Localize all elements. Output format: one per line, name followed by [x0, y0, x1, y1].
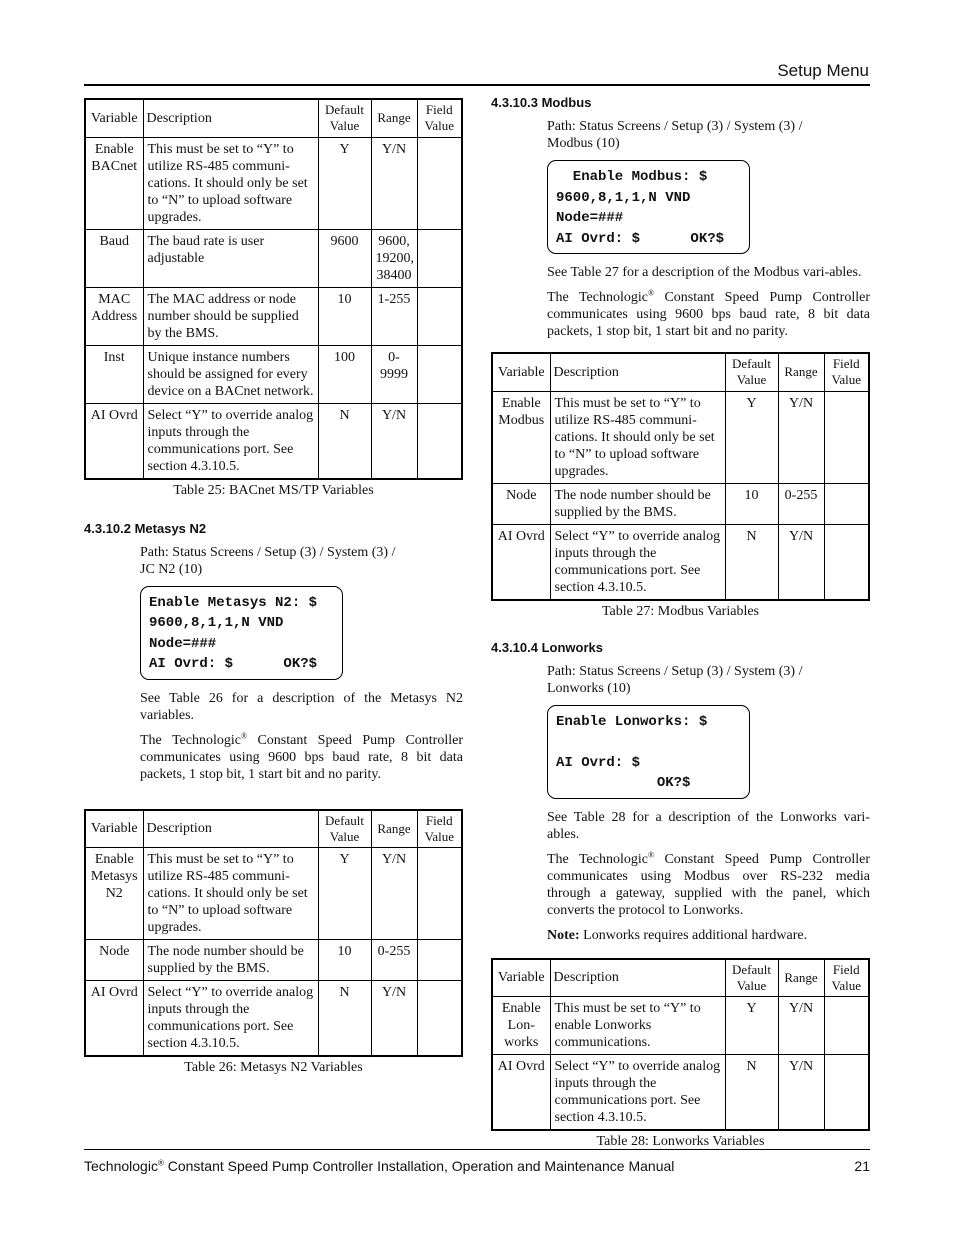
- cell-variable: AI Ovrd: [492, 524, 550, 600]
- section-heading-modbus: 4.3.10.3 Modbus: [491, 95, 592, 110]
- cell-description: This must be set to “Y” to enable Lonworks communications.: [550, 997, 725, 1055]
- cell-range: 0-255: [778, 483, 824, 524]
- cell-field: [417, 287, 462, 345]
- table-lonworks-variables: [491, 958, 870, 1132]
- cell-range: Y/N: [778, 997, 824, 1055]
- cell-range: Y/N: [371, 137, 417, 229]
- cell-range: Y/N: [778, 524, 824, 600]
- header-description: Description: [143, 99, 318, 137]
- cell-variable: AI Ovrd: [85, 981, 143, 1057]
- footer-rest: Constant Speed Pump Controller Installation, Operation and Maintenance Manual: [163, 1158, 675, 1174]
- cell-description: The baud rate is user adjustable: [143, 229, 318, 287]
- cell-description: This must be set to “Y” to utilize RS-485 communi-cations. It should only be set to “N” to upload software upgrades.: [143, 848, 318, 940]
- cell-range: 0-255: [371, 940, 417, 981]
- cell-variable: Enable BACnet: [85, 137, 143, 229]
- registered-mark: ®: [647, 288, 655, 298]
- lcd-line: 9600,8,1,1,N VND: [556, 189, 691, 206]
- header-variable: Variable: [492, 353, 550, 391]
- table-row: [85, 403, 462, 479]
- menu-path: Path: Status Screens / Setup (3) / System (3) / Modbus (10): [547, 119, 803, 151]
- cell-default: N: [318, 403, 371, 479]
- lcd-line: Enable Modbus: $: [556, 169, 708, 185]
- header-default: Default Value: [725, 959, 778, 997]
- cell-range: 1-255: [371, 287, 417, 345]
- header-variable: Variable: [492, 959, 550, 997]
- text-prefix: The Technologic: [140, 732, 241, 748]
- lcd-display: [140, 586, 343, 680]
- table-row: [85, 981, 462, 1057]
- cell-range: 9600, 19200, 38400: [371, 229, 417, 287]
- header-range: Range: [371, 99, 417, 137]
- cell-field: [417, 403, 462, 479]
- registered-mark: ®: [240, 730, 248, 740]
- cell-field: [417, 981, 462, 1057]
- cell-field: [824, 1055, 869, 1131]
- cell-field: [417, 137, 462, 229]
- table-row: [85, 848, 462, 940]
- cell-range: Y/N: [778, 1055, 824, 1131]
- table-row: [492, 1055, 869, 1131]
- header-description: Description: [550, 353, 725, 391]
- cell-default: Y: [725, 997, 778, 1055]
- lcd-display: [547, 160, 750, 254]
- cell-default: Y: [318, 848, 371, 940]
- paragraph-see-table: See Table 28 for a description of the Lonworks vari-ables.: [547, 809, 870, 842]
- cell-default: N: [725, 1055, 778, 1131]
- table-caption: Table 25: BACnet MS/TP Variables: [173, 482, 374, 498]
- table-row: [492, 997, 869, 1055]
- header-field: Field Value: [824, 353, 869, 391]
- header-variable: Variable: [85, 810, 143, 848]
- cell-variable: Node: [85, 940, 143, 981]
- menu-path: Path: Status Screens / Setup (3) / System (3) / JC N2 (10): [140, 544, 396, 577]
- cell-default: Y: [725, 391, 778, 483]
- table-caption: Table 27: Modbus Variables: [601, 603, 759, 619]
- header-variable: Variable: [85, 99, 143, 137]
- lcd-line: [556, 732, 741, 753]
- registered-mark: ®: [157, 1158, 164, 1168]
- table-caption: Table 26: Metasys N2 Variables: [184, 1060, 363, 1075]
- cell-range: Y/N: [371, 848, 417, 940]
- table-header: [492, 959, 869, 997]
- table-row: [85, 229, 462, 287]
- cell-default: N: [318, 981, 371, 1057]
- cell-description: This must be set to “Y” to utilize RS-485 communi-cations. It should only be set to “N” to upload software upgrades.: [143, 137, 318, 229]
- paragraph-communication: [140, 732, 463, 783]
- cell-description: This must be set to “Y” to utilize RS-485 communi-cations. It should only be set to “N” to upload software upgrades.: [550, 391, 725, 483]
- cell-variable: Baud: [85, 229, 143, 287]
- cell-variable: MAC Address: [85, 287, 143, 345]
- header-description: Description: [143, 810, 318, 848]
- table-body: [492, 391, 869, 600]
- cell-description: The node number should be supplied by the BMS.: [550, 483, 725, 524]
- cell-description: Select “Y” to override analog inputs through the communications port. See section 4.3.10.5.: [550, 1055, 725, 1131]
- cell-range: Y/N: [778, 391, 824, 483]
- header-default: Default Value: [725, 353, 778, 391]
- table-row: [85, 940, 462, 981]
- lcd-display: [547, 705, 750, 799]
- table-row: [492, 524, 869, 600]
- table-row: [85, 345, 462, 403]
- menu-path: Path: Status Screens / Setup (3) / System (3) / Lonworks (10): [547, 663, 803, 696]
- section-heading-lonworks: 4.3.10.4 Lonworks: [491, 639, 603, 655]
- cell-range: Y/N: [371, 981, 417, 1057]
- paragraph-communication: [547, 851, 870, 919]
- table-body: [492, 997, 869, 1131]
- cell-range: 0-9999: [371, 345, 417, 403]
- table-row: [85, 287, 462, 345]
- cell-default: 10: [318, 940, 371, 981]
- table-modbus-variables: [491, 352, 870, 601]
- lcd-line: AI Ovrd: $: [556, 754, 641, 771]
- cell-default: 9600: [318, 229, 371, 287]
- table-row: [492, 483, 869, 524]
- header-default: Default Value: [318, 810, 371, 848]
- cell-description: The node number should be supplied by the BMS.: [143, 940, 318, 981]
- cell-description: Select “Y” to override analog inputs through the communications port. See section 4.3.10.5.: [143, 403, 318, 479]
- table-bacnet-variables: [84, 98, 463, 480]
- cell-variable: Node: [492, 483, 550, 524]
- cell-variable: AI Ovrd: [492, 1055, 550, 1131]
- header-field: Field Value: [824, 959, 869, 997]
- paragraph-note: [547, 927, 870, 944]
- header-description: Description: [550, 959, 725, 997]
- header-field: Field Value: [417, 810, 462, 848]
- lcd-line: AI Ovrd: $ OK?$: [556, 230, 725, 247]
- footer-rule: [84, 1149, 870, 1150]
- cell-default: 10: [725, 483, 778, 524]
- cell-field: [417, 848, 462, 940]
- text-rest: Constant Speed Pump Controller communicates using 9600 bps baud rate, 8 bit data packets, 1 stop bit, 1 start bit and no parity.: [547, 290, 870, 339]
- cell-variable: AI Ovrd: [85, 403, 143, 479]
- header-range: Range: [371, 810, 417, 848]
- page-footer: [84, 1158, 870, 1174]
- paragraph-see-table: See Table 26 for a description of the Metasys N2 variables.: [140, 690, 463, 723]
- cell-field: [824, 997, 869, 1055]
- cell-field: [417, 940, 462, 981]
- lcd-line: Node=###: [556, 210, 624, 226]
- cell-variable: Enable Modbus: [492, 391, 550, 483]
- text-prefix: The Technologic: [547, 290, 648, 305]
- cell-variable: Enable Metasys N2: [85, 848, 143, 940]
- paragraph-communication: [547, 289, 870, 340]
- table-header: [85, 810, 462, 848]
- paragraph-see-table: See Table 27 for a description of the Modbus vari-ables.: [547, 265, 862, 280]
- table-body: [85, 848, 462, 1057]
- lcd-line: 9600,8,1,1,N VND: [149, 615, 284, 631]
- header-range: Range: [778, 353, 824, 391]
- cell-default: N: [725, 524, 778, 600]
- cell-field: [824, 524, 869, 600]
- lcd-line: Node=###: [149, 635, 217, 652]
- cell-variable: Inst: [85, 345, 143, 403]
- lcd-line: Enable Lonworks: $: [556, 713, 708, 730]
- text-rest: Constant Speed Pump Controller communicates using Modbus over RS-232 media through a gateway, supplied with the panel, which converts the protocol to Lonworks.: [547, 851, 870, 918]
- table-header: [492, 353, 869, 391]
- table-row: [492, 391, 869, 483]
- page-number: 21: [854, 1158, 870, 1174]
- cell-default: 10: [318, 287, 371, 345]
- lcd-line: Enable Metasys N2: $: [149, 594, 318, 611]
- cell-field: [417, 229, 462, 287]
- text-prefix: The Technologic: [547, 851, 648, 867]
- cell-range: Y/N: [371, 403, 417, 479]
- footer-prefix: Technologic: [84, 1158, 158, 1174]
- header-range: Range: [778, 959, 824, 997]
- cell-description: The MAC address or node number should be supplied by the BMS.: [143, 287, 318, 345]
- note-label: Note:: [547, 927, 580, 943]
- cell-description: Select “Y” to override analog inputs through the communications port. See section 4.3.10.5.: [550, 524, 725, 600]
- cell-field: [417, 345, 462, 403]
- page-header-title: Setup Menu: [777, 61, 869, 80]
- registered-mark: ®: [647, 849, 655, 859]
- header-field: Field Value: [417, 99, 462, 137]
- right-column: [491, 95, 870, 1150]
- cell-default: Y: [318, 137, 371, 229]
- lcd-line: AI Ovrd: $ OK?$: [149, 656, 318, 672]
- footer-manual-title: [84, 1158, 674, 1174]
- table-body: [85, 137, 462, 479]
- table-row: [85, 137, 462, 229]
- note-text: Lonworks requires additional hardware.: [579, 927, 808, 943]
- cell-description: Unique instance numbers should be assigned for every device on a BACnet network.: [143, 345, 318, 403]
- cell-description: Select “Y” to override analog inputs through the communications port. See section 4.3.10.5.: [143, 981, 318, 1057]
- cell-field: [824, 391, 869, 483]
- cell-default: 100: [318, 345, 371, 403]
- header-rule: [84, 84, 870, 86]
- text-rest: Constant Speed Pump Controller communicates using 9600 bps baud rate, 8 bit data packets, 1 stop bit, 1 start bit and no parity.: [140, 732, 463, 782]
- section-heading-metasys: 4.3.10.2 Metasys N2: [84, 520, 207, 536]
- header-default: Default Value: [318, 99, 371, 137]
- table-caption: Table 28: Lonworks Variables: [596, 1134, 765, 1149]
- table-metasys-variables: [84, 809, 463, 1058]
- table-header: [85, 99, 462, 137]
- left-column: [84, 98, 463, 1076]
- lcd-line: OK?$: [556, 775, 691, 791]
- cell-variable: Enable Lon-works: [492, 997, 550, 1055]
- cell-field: [824, 483, 869, 524]
